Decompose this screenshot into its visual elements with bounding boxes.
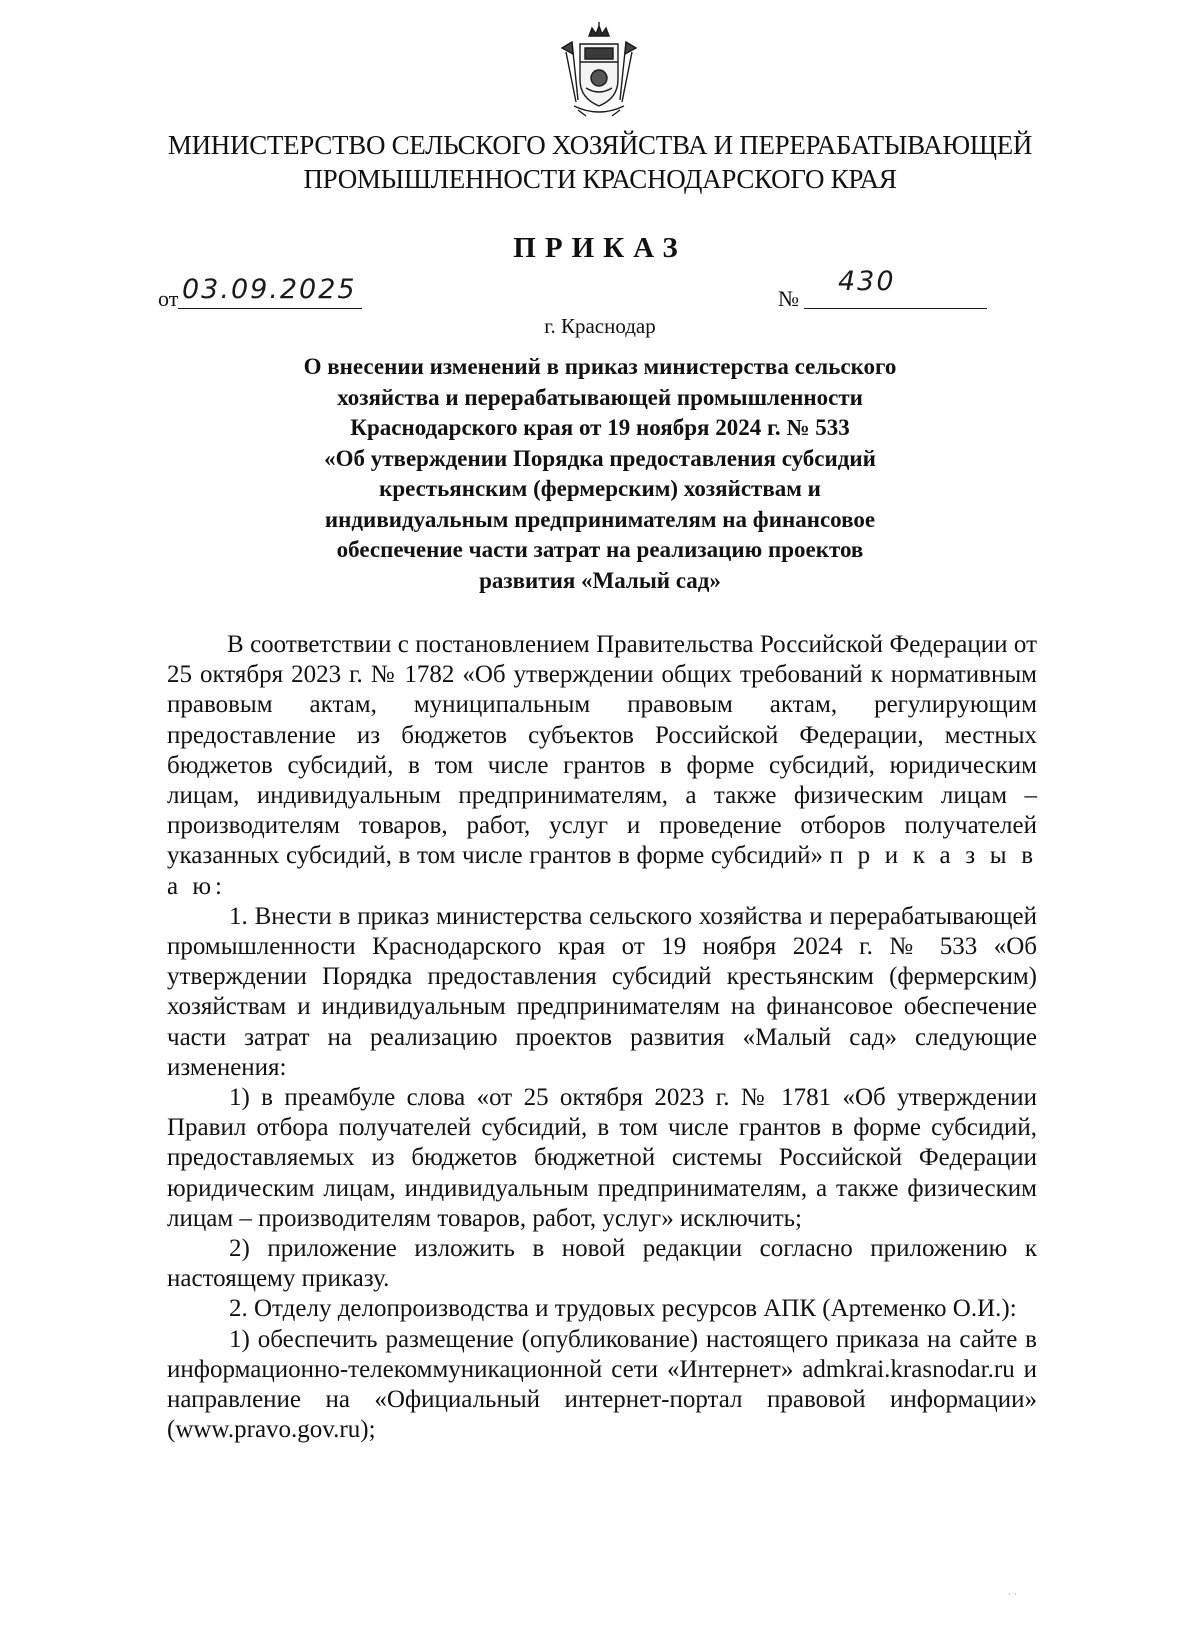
title-line: «Об утверждении Порядка предоставления субсидий: [324, 445, 876, 471]
number-underline: [804, 308, 987, 309]
item-1-paragraph: 1. Внести в приказ министерства сельского хозяйства и перерабатывающей промышленности Краснодарского края от 19 ноября 2024 г. № 533 «Об утверждении Порядка предоставления субсидий крестьянским (фермерским) хозяйствам и индивидуальным предпринимателям на финансовое обеспечение части затрат на реализацию проектов развития «Малый сад» следующие изменения:: [167, 902, 1037, 1081]
ministry-name-line2: ПРОМЫШЛЕННОСТИ КРАСНОДАРСКОГО КРАЯ: [303, 164, 897, 194]
order-word: п р и к а з ы в а ю:: [167, 842, 1037, 900]
document-type-heading: ПРИКАЗ: [513, 232, 687, 264]
title-line: развития «Малый сад»: [479, 567, 721, 593]
title-line: хозяйства и перерабатывающей промышленности: [337, 384, 863, 410]
title-line: О внесении изменений в приказ министерства сельского: [303, 354, 897, 379]
title-line: обеспечение части затрат на реализацию проектов: [336, 537, 864, 562]
date-number-row: [158, 266, 1058, 316]
number-label: №: [778, 286, 799, 311]
preamble-paragraph: [167, 630, 1037, 902]
handwritten-date: 03.09.2025: [182, 274, 357, 305]
document-body: [167, 630, 1037, 1445]
ministry-name-line1: МИНИСТЕРСТВО СЕЛЬСКОГО ХОЗЯЙСТВА И ПЕРЕРАБАТЫВАЮЩЕЙ: [167, 130, 1033, 160]
handwritten-number: 430: [838, 266, 896, 297]
city: г. Краснодар: [544, 314, 656, 338]
item-2-1-paragraph: 1) обеспечить размещение (опубликование) настоящего приказа на сайте в информационно-телекоммуникационной сети «Интернет» admkrai.krasnodar.ru и направление на «Официальный интернет-портал правовой информации» (www.pravo.gov.ru);: [167, 1325, 1037, 1444]
scan-speck: · ·: [1008, 1590, 1017, 1600]
title-line: индивидуальным предпринимателям на финансовое: [324, 506, 876, 532]
krasnodar-krai-coat-of-arms-icon: [556, 22, 642, 118]
title-line: Краснодарского края от 19 ноября 2024 г. № 533: [350, 415, 850, 440]
item-1-2-paragraph: 2) приложение изложить в новой редакции согласно приложению к настоящему приказу.: [167, 1235, 1037, 1293]
item-2-paragraph: 2. Отделу делопроизводства и трудовых ресурсов АПК (Артеменко О.И.):: [229, 1295, 1017, 1323]
date-label: от: [158, 286, 179, 311]
document-title: [160, 352, 1040, 596]
title-line: крестьянским (фермерским) хозяйствам и: [379, 476, 821, 501]
preamble-text: В соответствии с постановлением Правительства Российской Федерации от 25 октября 2023 г. № 1782 «Об утверждении общих требований к нормативным правовым актам, муниципальным правовым актам, регулирующим предоставление из бюджетов субъектов Российской Федерации, местных бюджетов субсидий, в том числе грантов в форме субсидий, юридическим лицам, индивидуальным предпринимателям, а также физическим лицам – производителям товаров, работ, услуг и проведение отборов получателей указанных субсидий, в том числе грантов в форме субсидий»: [167, 631, 1037, 870]
ministry-name: [100, 128, 1100, 196]
date-underline: [178, 308, 362, 309]
item-1-1-paragraph: 1) в преамбуле слова «от 25 октября 2023 г. № 1781 «Об утверждении Правил отбора получателей субсидий, в том числе грантов в форме субсидий, предоставляемых из бюджетов бюджетной системы Российской Федерации юридическим лицам, индивидуальным предпринимателям, а также физическим лицам – производителям товаров, работ, услуг» исключить;: [167, 1084, 1037, 1232]
